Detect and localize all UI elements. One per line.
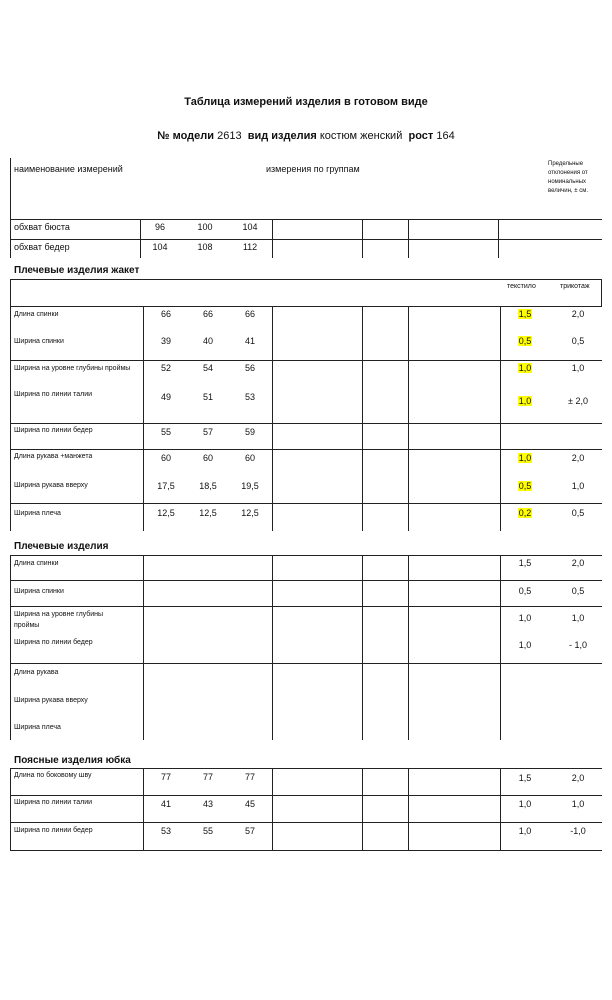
tolerance-textile: 0,5: [518, 336, 532, 346]
cell-value: 56: [244, 363, 255, 373]
cell-value: 66: [160, 309, 171, 319]
table-line: [362, 219, 363, 258]
table-line: [10, 306, 602, 307]
tolerance-knit: ± 2,0: [568, 396, 588, 406]
cell-value: 104: [242, 222, 258, 232]
cell-value: 66: [202, 309, 213, 319]
row-label: Ширина по линии бедер: [14, 639, 93, 646]
tolerance-textile: 1,5: [518, 309, 532, 319]
tolerance-knit: - 1,0: [568, 640, 587, 650]
col-heading-groups: измерения по группам: [266, 164, 360, 174]
tolerance-textile: 1,0: [518, 640, 532, 650]
table-line: [10, 580, 602, 581]
table-line: [10, 279, 602, 280]
cell-value: 104: [152, 242, 168, 252]
tolerance-textile: 0,5: [518, 586, 532, 596]
cell-value: 96: [154, 222, 165, 232]
cell-value: 55: [202, 826, 213, 836]
cell-value: 53: [160, 826, 171, 836]
cell-value: 52: [160, 363, 171, 373]
tolerance-knit: 1,0: [571, 613, 585, 623]
cell-value: 45: [244, 799, 255, 809]
cell-value: 100: [197, 222, 213, 232]
table-line: [10, 158, 11, 258]
tolerance-textile: 1,5: [518, 558, 532, 568]
row-label: Ширина плеча: [14, 724, 61, 731]
cell-value: 19,5: [241, 481, 259, 491]
row-label: Длина рукава +манжета: [14, 453, 93, 460]
row-label: Ширина на уровне глубины проймы: [14, 611, 104, 629]
row-label: Ширина рукава вверху: [14, 697, 88, 704]
section-title-skirt: Поясные изделия юбка: [14, 755, 131, 766]
row-label: Ширина по линии бедер: [14, 827, 93, 834]
table-line: [408, 219, 409, 258]
cell-value: 49: [160, 392, 171, 402]
cell-value: 43: [202, 799, 213, 809]
type-label: вид изделия: [247, 130, 317, 142]
tolerance-knit: 2,0: [571, 773, 585, 783]
table-line: [500, 306, 501, 531]
row-label: Ширина по линии бедер: [14, 427, 93, 434]
table-line: [10, 239, 602, 240]
cell-value: 77: [202, 772, 213, 782]
cell-value: 41: [244, 336, 255, 346]
table-line: [143, 768, 144, 851]
cell-value: 60: [202, 453, 213, 463]
row-label: обхват бюста: [14, 222, 70, 232]
model-value: 2613: [217, 130, 242, 142]
tolerance-knit: 1,0: [571, 799, 585, 809]
col-heading-tolerance: Предельные отклонения от номинальных величин, ± см.: [548, 161, 588, 194]
table-line: [408, 768, 409, 851]
model-label: № модели: [157, 130, 215, 142]
cell-value: 57: [244, 826, 255, 836]
tolerance-knit: 1,0: [571, 481, 585, 491]
table-line: [10, 503, 602, 504]
type-value: костюм женский: [319, 130, 403, 142]
height-value: 164: [436, 130, 455, 142]
cell-value: 39: [160, 336, 171, 346]
cell-value: 12,5: [157, 508, 175, 518]
row-label: Длина спинки: [14, 311, 59, 318]
col-knit: трикотаж: [560, 283, 590, 290]
row-label: Длина спинки: [14, 560, 59, 567]
tolerance-textile: 1,0: [518, 396, 532, 406]
table-line: [10, 360, 602, 361]
cell-value: 17,5: [157, 481, 175, 491]
cell-value: 57: [202, 427, 213, 437]
table-line: [500, 768, 501, 851]
table-line: [10, 768, 11, 851]
table-line: [143, 555, 144, 740]
table-line: [601, 279, 602, 307]
cell-value: 66: [244, 309, 255, 319]
row-label: Ширина плеча: [14, 510, 61, 517]
col-textile: текстило: [507, 283, 536, 290]
table-line: [10, 606, 602, 607]
table-line: [498, 219, 499, 258]
cell-value: 40: [202, 336, 213, 346]
table-line: [10, 423, 602, 424]
table-line: [272, 555, 273, 740]
tolerance-textile: 1,0: [518, 826, 532, 836]
table-line: [362, 306, 363, 531]
cell-value: 112: [242, 242, 258, 252]
cell-value: 53: [244, 392, 255, 402]
table-line: [272, 306, 273, 531]
cell-value: 12,5: [241, 508, 259, 518]
table-line: [10, 768, 602, 769]
table-line: [10, 555, 11, 740]
tolerance-textile: 1,0: [518, 799, 532, 809]
model-line: [0, 130, 612, 142]
table-line: [500, 555, 501, 740]
cell-value: 77: [244, 772, 255, 782]
table-line: [10, 279, 11, 531]
row-label: Длина по боковому шву: [14, 772, 92, 779]
table-line: [408, 555, 409, 740]
row-label: Ширина рукава вверху: [14, 482, 88, 489]
tolerance-textile: 1,0: [518, 363, 532, 373]
cell-value: 18,5: [199, 481, 217, 491]
row-label: Ширина спинки: [14, 588, 64, 595]
cell-value: 60: [160, 453, 171, 463]
table-line: [10, 555, 602, 556]
tolerance-knit: 2,0: [571, 558, 585, 568]
table-line: [10, 219, 602, 220]
table-line: [10, 795, 602, 796]
tolerance-textile: 0,5: [518, 481, 532, 491]
row-label: Ширина на уровне глубины проймы: [14, 365, 131, 372]
table-line: [143, 306, 144, 531]
row-label: обхват бедер: [14, 242, 70, 252]
row-label: Длина рукава: [14, 669, 59, 676]
table-line: [10, 449, 602, 450]
tolerance-knit: 0,5: [571, 336, 585, 346]
tolerance-textile: 0,2: [518, 508, 532, 518]
row-label: Ширина по линии талии: [14, 799, 93, 806]
cell-value: 60: [244, 453, 255, 463]
row-label: Ширина по линии талии: [14, 391, 93, 398]
section-title-shoulder: Плечевые изделия: [14, 541, 109, 552]
tolerance-knit: 2,0: [571, 309, 585, 319]
table-line: [272, 219, 273, 258]
height-label: рост: [408, 130, 434, 142]
table-line: [408, 306, 409, 531]
cell-value: 12,5: [199, 508, 217, 518]
cell-value: 55: [160, 427, 171, 437]
cell-value: 41: [160, 799, 171, 809]
tolerance-textile: 1,5: [518, 773, 532, 783]
tolerance-knit: 1,0: [571, 363, 585, 373]
cell-value: 51: [202, 392, 213, 402]
table-line: [362, 768, 363, 851]
cell-value: 108: [197, 242, 213, 252]
tolerance-knit: 2,0: [571, 453, 585, 463]
cell-value: 54: [202, 363, 213, 373]
tolerance-knit: 0,5: [571, 586, 585, 596]
table-line: [10, 822, 602, 823]
section-title-jacket: Плечевые изделия жакет: [14, 265, 140, 276]
page-title: Таблица измерений изделия в готовом виде: [184, 96, 428, 108]
table-line: [272, 768, 273, 851]
row-label: Ширина спинки: [14, 338, 64, 345]
table-line: [10, 850, 602, 851]
cell-value: 77: [160, 772, 171, 782]
tolerance-knit: -1,0: [570, 826, 586, 836]
tolerance-knit: 0,5: [571, 508, 585, 518]
col-heading-name: наименование измерений: [14, 164, 123, 174]
tolerance-textile: 1,0: [518, 613, 532, 623]
table-line: [10, 663, 602, 664]
cell-value: 59: [244, 427, 255, 437]
tolerance-textile: 1,0: [518, 453, 532, 463]
table-line: [362, 555, 363, 740]
